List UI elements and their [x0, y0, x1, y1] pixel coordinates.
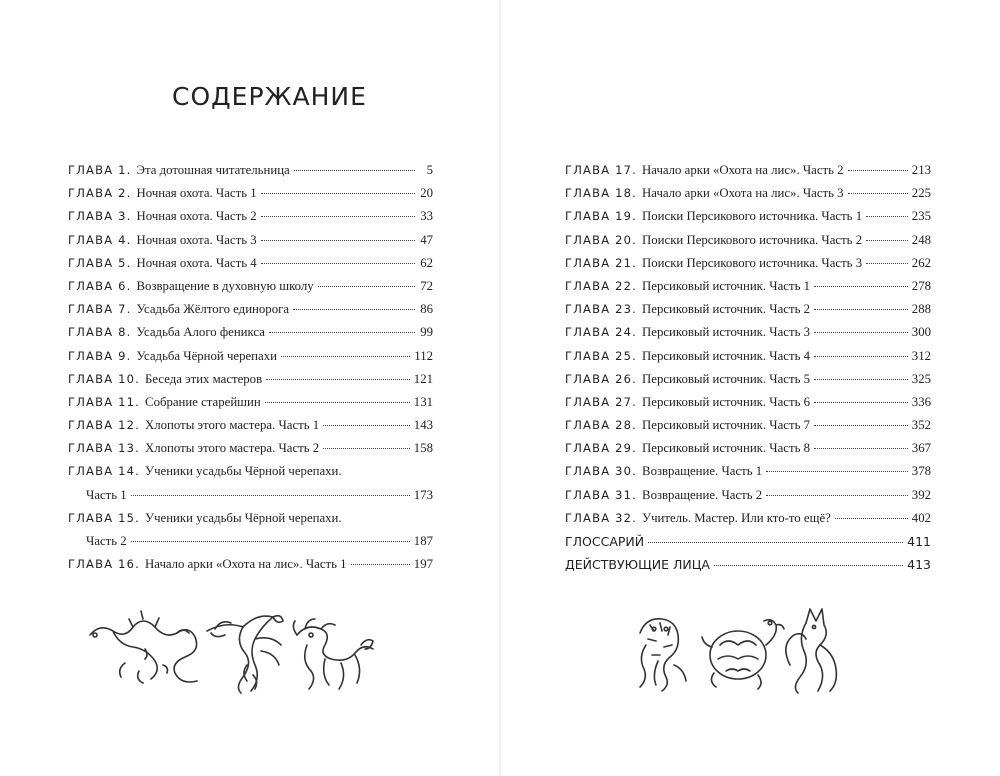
- toc-entry[interactable]: [565, 437, 931, 460]
- dot-leader: [323, 425, 410, 426]
- toc-entry[interactable]: [68, 368, 433, 391]
- dot-leader: [261, 263, 415, 264]
- dot-leader: [814, 402, 908, 403]
- page-number: 288: [911, 302, 931, 317]
- dot-leader: [814, 332, 908, 333]
- chapter-title: Усадьба Жёлтого единорога: [136, 302, 290, 317]
- dot-leader: [766, 495, 908, 496]
- toc-entry[interactable]: [68, 345, 433, 368]
- dot-leader: [265, 402, 410, 403]
- chapter-title: Эта дотошная читательница: [136, 163, 290, 177]
- chapter-title: Ночная охота. Часть 4: [136, 255, 257, 270]
- chapter-title: Поиски Персикового источника. Часть 1: [642, 209, 863, 224]
- toc-entry[interactable]: [565, 182, 931, 205]
- dot-leader: [648, 542, 903, 543]
- dot-leader: [323, 448, 410, 449]
- chapter-label: ГЛАВА 23.: [565, 302, 638, 317]
- toc-entry[interactable]: [68, 530, 433, 553]
- page-number: 336: [911, 394, 931, 409]
- page-number: 278: [911, 278, 931, 293]
- page-number: 187: [413, 534, 433, 548]
- toc-entry[interactable]: [565, 229, 931, 252]
- page-number: 72: [420, 278, 433, 293]
- chapter-title: Персиковый источник. Часть 2: [642, 302, 811, 317]
- chapter-label: ГЛАВА 29.: [565, 441, 638, 456]
- ornament-row-right: [630, 605, 845, 695]
- chapter-label: ГЛАВА 9.: [68, 348, 132, 363]
- toc-entry[interactable]: [565, 507, 931, 530]
- page-number: 235: [911, 209, 931, 224]
- chapter-label: ГЛАВА 12.: [68, 418, 141, 433]
- page-number: 197: [413, 557, 433, 572]
- chapter-title: ДЕЙСТВУЮЩИЕ ЛИЦА: [565, 557, 710, 573]
- page-number: 392: [911, 487, 931, 502]
- dot-leader: [814, 356, 908, 357]
- dot-leader: [848, 193, 908, 194]
- chapter-label: ГЛАВА 6.: [68, 278, 132, 293]
- page-number: 173: [413, 487, 433, 502]
- dot-leader: [814, 286, 908, 287]
- page-number: 248: [911, 232, 931, 247]
- chapter-label: ГЛАВА 16.: [68, 557, 141, 572]
- page-number: 5: [426, 163, 433, 177]
- dot-leader: [866, 240, 908, 241]
- dot-leader: [866, 216, 908, 217]
- page-number: 413: [907, 557, 931, 573]
- chapter-label: ГЛАВА 20.: [565, 232, 638, 247]
- toc-entry[interactable]: [68, 414, 433, 437]
- dot-leader: [281, 356, 410, 357]
- chapter-label: ГЛАВА 10.: [68, 371, 141, 386]
- chapter-title: Часть 1: [86, 487, 127, 502]
- dot-leader: [266, 379, 410, 380]
- chapter-label: ГЛАВА 3.: [68, 209, 132, 224]
- toc-entry[interactable]: [68, 275, 433, 298]
- chapter-title: Беседа этих мастеров: [145, 371, 263, 386]
- chapter-title: Ученики усадьбы Чёрной черепахи.: [145, 510, 342, 525]
- chapter-title: Начало арки «Охота на лис». Часть 2: [642, 163, 844, 177]
- page-number: 352: [911, 418, 931, 433]
- chapter-title: Ученики усадьбы Чёрной черепахи.: [145, 464, 342, 479]
- chapter-title: Хлопоты этого мастера. Часть 2: [145, 441, 320, 456]
- page-number: 86: [420, 302, 433, 317]
- page-title: СОДЕРЖАНИЕ: [172, 82, 367, 111]
- toc-entry[interactable]: [565, 460, 931, 483]
- chapter-title: Хлопоты этого мастера. Часть 1: [145, 418, 320, 433]
- chapter-label: ГЛАВА 8.: [68, 325, 132, 340]
- chapter-title: ГЛОССАРИЙ: [565, 534, 645, 549]
- dot-leader: [766, 471, 908, 472]
- chapter-label: ГЛАВА 30.: [565, 464, 638, 479]
- chapter-title: Собрание старейшин: [145, 394, 261, 409]
- chapter-label: ГЛАВА 19.: [565, 209, 638, 224]
- page-number: 99: [420, 325, 433, 340]
- toc-entry[interactable]: [565, 345, 931, 368]
- toc-entry[interactable]: [68, 205, 433, 228]
- dot-leader: [131, 541, 410, 542]
- chapter-title: Возвращение. Часть 1: [642, 464, 763, 479]
- toc-entry[interactable]: [68, 484, 433, 507]
- chapter-label: ГЛАВА 18.: [565, 186, 638, 201]
- chapter-label: ГЛАВА 13.: [68, 441, 141, 456]
- chapter-title: Ночная охота. Часть 3: [136, 232, 257, 247]
- toc-entry[interactable]: [68, 229, 433, 252]
- dot-leader: [848, 170, 908, 171]
- toc-entry[interactable]: [565, 159, 931, 182]
- dot-leader: [293, 309, 415, 310]
- page-number: 121: [413, 371, 433, 386]
- page-number: 300: [911, 325, 931, 340]
- page-number: 213: [911, 163, 931, 177]
- toc-list-right: [565, 159, 931, 576]
- chapter-label: ГЛАВА 5.: [68, 255, 132, 270]
- chapter-title: Персиковый источник. Часть 1: [642, 278, 811, 293]
- chapter-label: ГЛАВА 17.: [565, 163, 638, 177]
- page-number: 158: [413, 441, 433, 456]
- dot-leader: [835, 518, 908, 519]
- chapter-label: ГЛАВА 31.: [565, 487, 638, 502]
- chapter-label: ГЛАВА 27.: [565, 394, 638, 409]
- right-page: [500, 0, 1000, 776]
- page-number: 47: [420, 232, 433, 247]
- chapter-title: Поиски Персикового источника. Часть 2: [642, 232, 863, 247]
- chapter-label: ГЛАВА 14.: [68, 464, 141, 479]
- toc-entry[interactable]: [565, 275, 931, 298]
- page-number: 411: [907, 534, 931, 549]
- page-number: 367: [911, 441, 931, 456]
- dot-leader: [261, 216, 415, 217]
- dot-leader: [866, 263, 908, 264]
- chapter-title: Учитель. Мастер. Или кто-то ещё?: [642, 510, 831, 525]
- tiger-icon: [640, 619, 686, 691]
- chapter-title: Персиковый источник. Часть 6: [642, 394, 811, 409]
- toc-list-left: [68, 159, 433, 576]
- toc-entry[interactable]: [68, 553, 433, 576]
- chapter-label: ГЛАВА 1.: [68, 163, 132, 177]
- ornament-row-left: [85, 605, 375, 695]
- chapter-title: Возвращение. Часть 2: [642, 487, 763, 502]
- chapter-label: ГЛАВА 26.: [565, 371, 638, 386]
- toc-entry[interactable]: [565, 368, 931, 391]
- toc-entry[interactable]: [565, 298, 931, 321]
- chapter-title: Персиковый источник. Часть 7: [642, 418, 811, 433]
- toc-entry[interactable]: [565, 553, 931, 576]
- dot-leader: [318, 286, 415, 287]
- toc-entry[interactable]: [565, 530, 931, 553]
- chapter-label: ГЛАВА 7.: [68, 302, 132, 317]
- chapter-title: Усадьба Алого феникса: [136, 325, 265, 340]
- chapter-title: Персиковый источник. Часть 8: [642, 441, 811, 456]
- chapter-title: Поиски Персикового источника. Часть 3: [642, 255, 863, 270]
- toc-entry[interactable]: [68, 298, 433, 321]
- chapter-label: ГЛАВА 22.: [565, 278, 638, 293]
- page-number: 312: [911, 348, 931, 363]
- chapter-title: Персиковый источник. Часть 4: [642, 348, 811, 363]
- chapter-title: Начало арки «Охота на лис». Часть 3: [642, 186, 844, 201]
- dot-leader: [261, 240, 415, 241]
- page-number: 225: [911, 186, 931, 201]
- chapter-label: ГЛАВА 15.: [68, 510, 141, 525]
- dot-leader: [814, 425, 908, 426]
- toc-entry[interactable]: [68, 391, 433, 414]
- chapter-label: ГЛАВА 11.: [68, 394, 141, 409]
- page-number: 131: [413, 394, 433, 409]
- page-number: 112: [414, 348, 433, 363]
- toc-entry[interactable]: [565, 414, 931, 437]
- chapter-label: ГЛАВА 32.: [565, 510, 638, 525]
- chapter-title: Усадьба Чёрной черепахи: [136, 348, 277, 363]
- chapter-title: Возвращение в духовную школу: [136, 278, 314, 293]
- page-number: 378: [911, 464, 931, 479]
- chapter-title: Персиковый источник. Часть 3: [642, 325, 811, 340]
- page-number: 325: [911, 371, 931, 386]
- toc-entry[interactable]: [565, 252, 931, 275]
- dot-leader: [269, 332, 415, 333]
- toc-entry[interactable]: [565, 484, 931, 507]
- toc-entry[interactable]: [68, 507, 433, 530]
- dot-leader: [814, 309, 908, 310]
- chapter-title: Ночная охота. Часть 1: [136, 186, 257, 201]
- chapter-title: Ночная охота. Часть 2: [136, 209, 257, 224]
- dot-leader: [294, 170, 415, 171]
- chapter-label: ГЛАВА 25.: [565, 348, 638, 363]
- chapter-label: ГЛАВА 24.: [565, 325, 638, 340]
- dot-leader: [814, 448, 908, 449]
- page-number: 262: [911, 255, 931, 270]
- chapter-label: ГЛАВА 2.: [68, 186, 132, 201]
- fox-icon: [786, 609, 837, 693]
- toc-entry[interactable]: [68, 159, 433, 182]
- phoenix-icon: [207, 616, 283, 693]
- page-number: 143: [413, 418, 433, 433]
- chapter-title: Персиковый источник. Часть 5: [642, 371, 811, 386]
- toc-entry[interactable]: [68, 321, 433, 344]
- chapter-label: ГЛАВА 4.: [68, 232, 132, 247]
- chapter-title: Часть 2: [86, 534, 127, 548]
- dot-leader: [814, 379, 908, 380]
- chapter-label: ГЛАВА 28.: [565, 418, 638, 433]
- chapter-label: ГЛАВА 21.: [565, 255, 638, 270]
- toc-entry[interactable]: [68, 252, 433, 275]
- dragon-icon: [90, 611, 197, 683]
- page-number: 62: [420, 255, 433, 270]
- qilin-icon: [293, 619, 373, 689]
- page-number: 20: [420, 186, 433, 201]
- toc-entry[interactable]: [68, 460, 433, 483]
- turtle-icon: [702, 620, 784, 689]
- toc-entry[interactable]: [565, 391, 931, 414]
- toc-entry[interactable]: [68, 182, 433, 205]
- page-number: 33: [420, 209, 433, 224]
- toc-entry[interactable]: [565, 205, 931, 228]
- dot-leader: [351, 564, 410, 565]
- chapter-title: Начало арки «Охота на лис». Часть 1: [145, 557, 347, 572]
- dot-leader: [131, 495, 410, 496]
- toc-entry[interactable]: [68, 437, 433, 460]
- dot-leader: [261, 193, 415, 194]
- dot-leader: [714, 565, 903, 566]
- page-number: 402: [911, 510, 931, 525]
- toc-entry[interactable]: [565, 321, 931, 344]
